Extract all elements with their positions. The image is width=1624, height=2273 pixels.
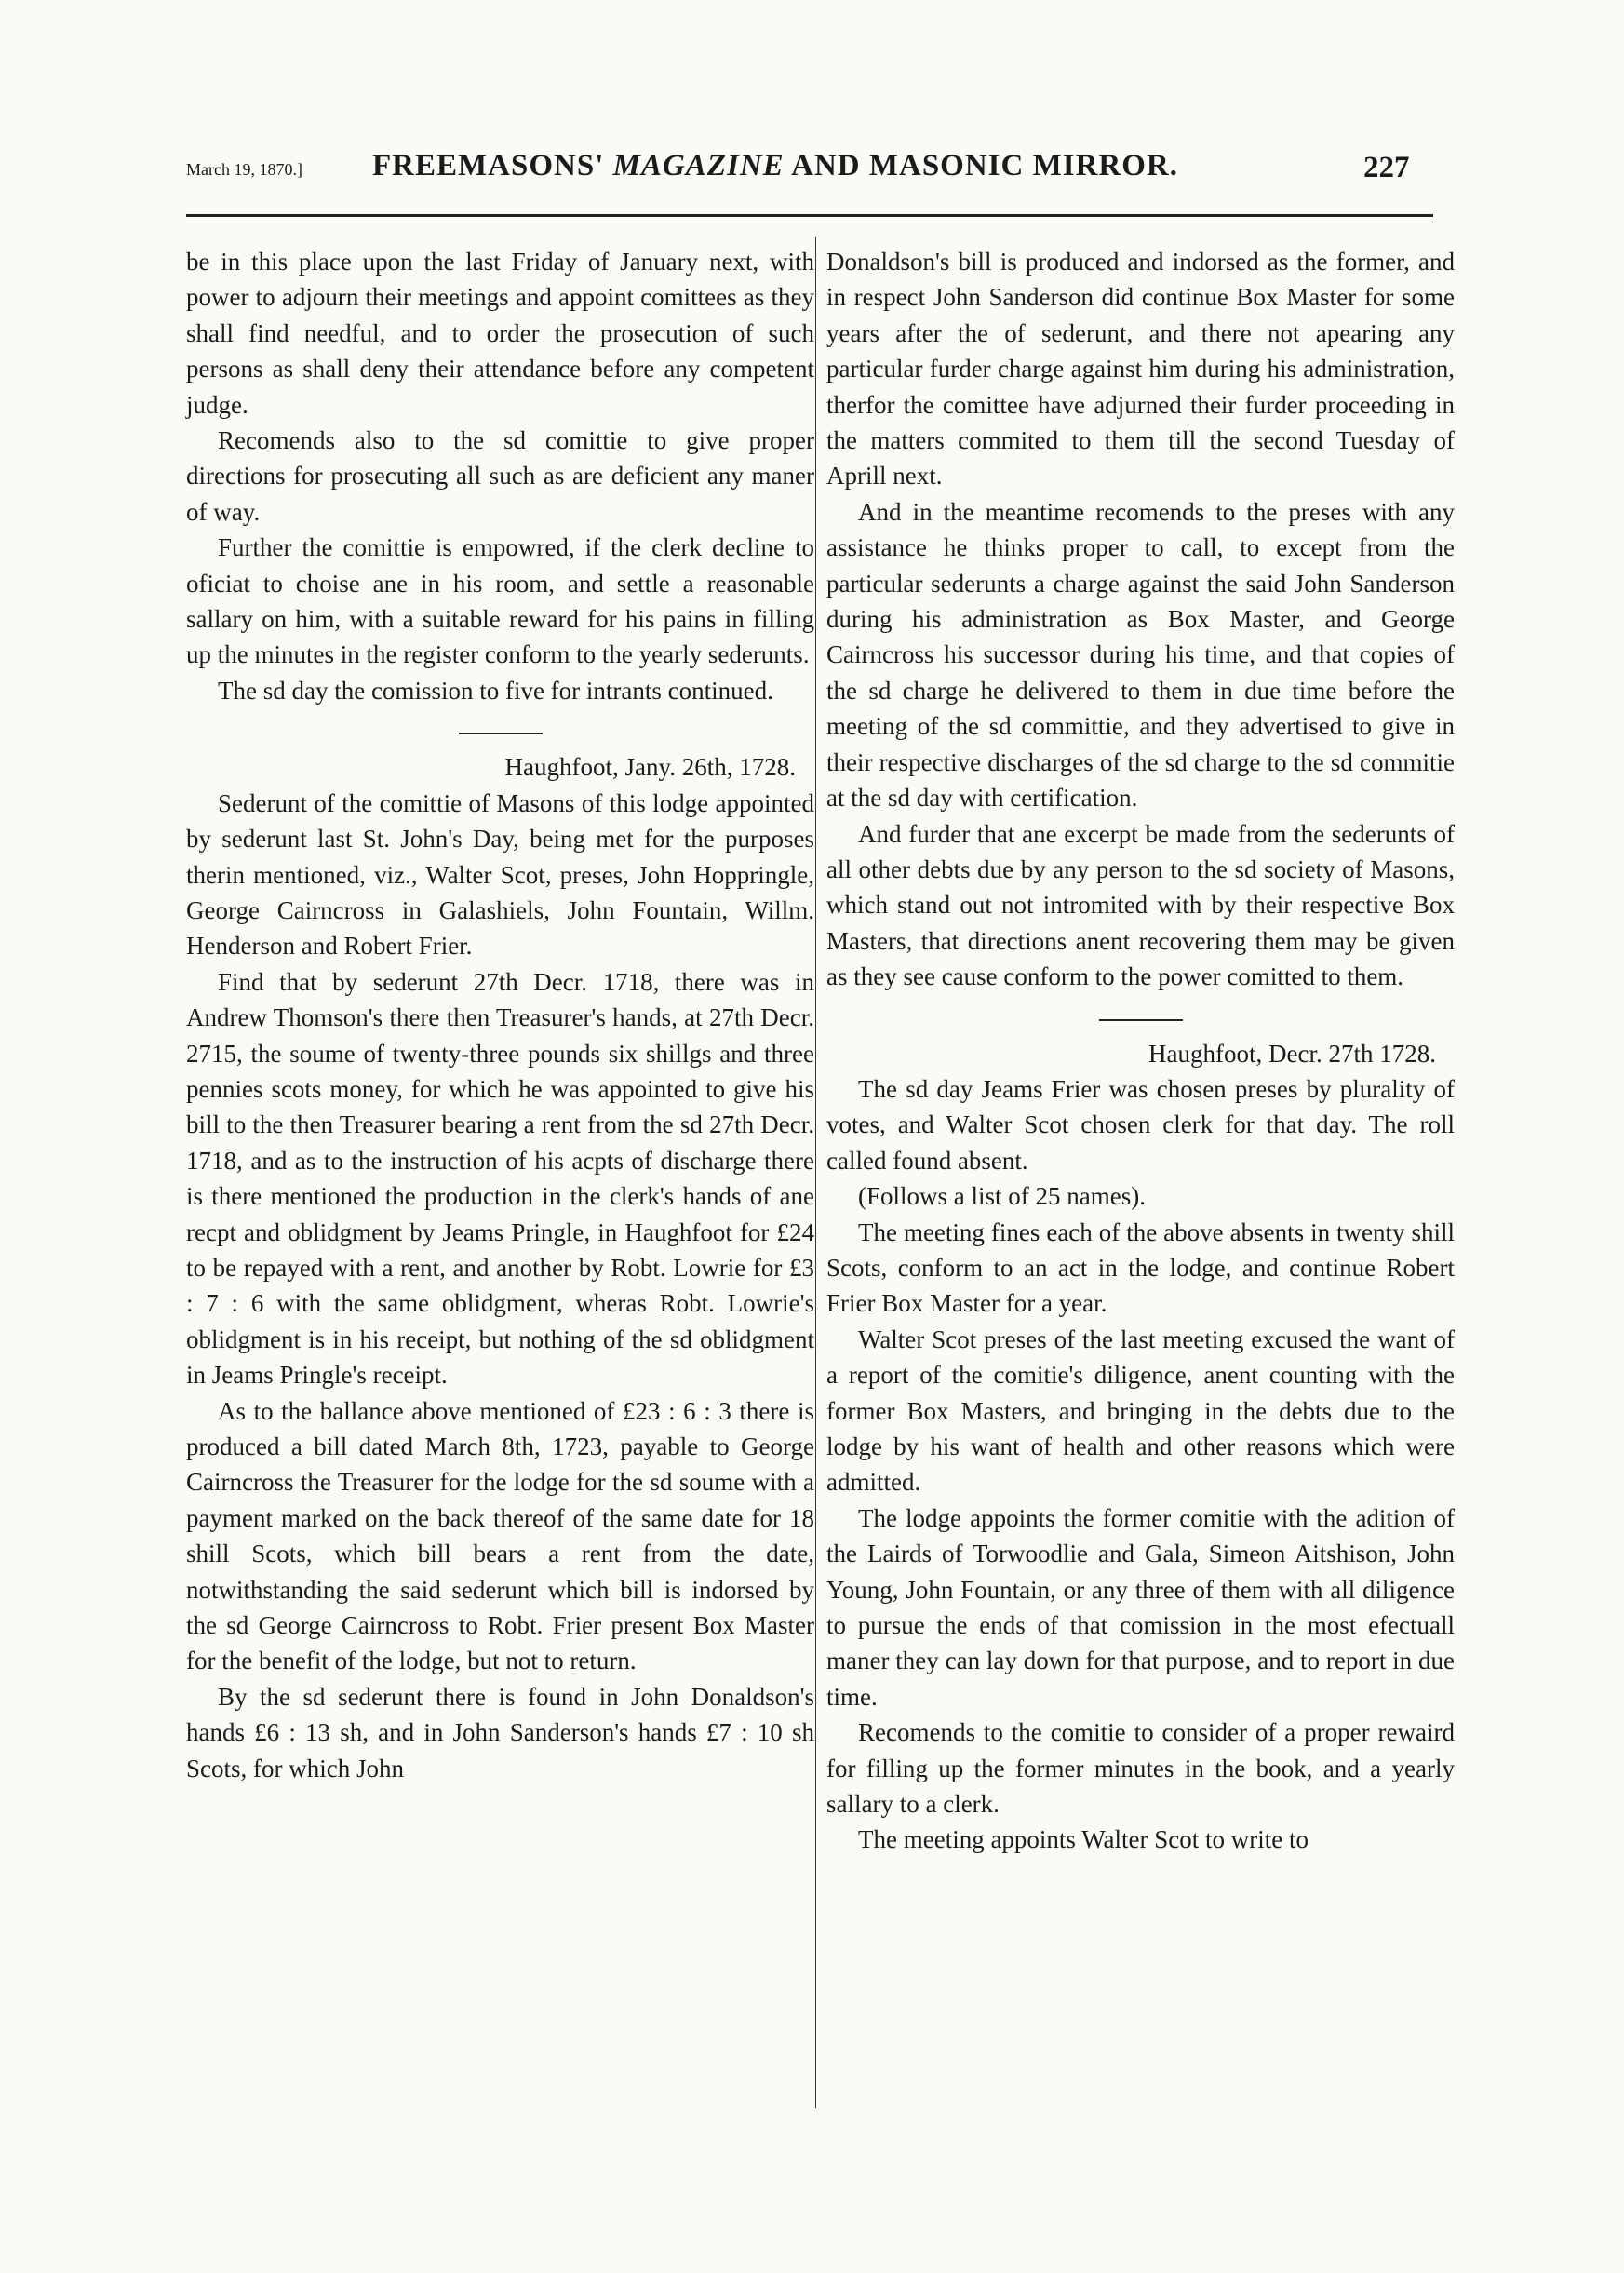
paragraph: And furder that ane excerpt be made from the sederunts of all other debts due by any person to the sd society of Masons, which stand out not intromited with by their respective Box Masters, that directions anent recovering them may be given as they see cause conform to the power comitted to them. xyxy=(826,819,1455,991)
paragraph: be in this place upon the last Friday of January next, with power to adjourn their meetings and appoint comittees as they shall find needful, and to order the prosecution of such persons as shall deny their attendance before any competent judge. xyxy=(186,248,814,419)
column-divider xyxy=(815,237,816,2108)
magazine-title xyxy=(372,149,1178,183)
right-column xyxy=(826,244,1455,1858)
paragraph: Recomends to the comitie to consider of a proper rewaird for filling up the former minutes in the book, and a yearly sallary to a clerk. xyxy=(826,1718,1455,1819)
paragraph: And in the meantime recomends to the preses with any assistance he thinks proper to call, to except from the particular sederunts a charge against the said John Sanderson during his administration as Box Master, and George Cairncross his successor during his time, and that copies of the sd charge he delivered to them in due time before the meeting of the sd committie, and they advertised to give in their respective discharges of the sd charge to the sd commitie at the sd day with certification. xyxy=(826,497,1455,813)
paragraph: The sd day the comission to five for intrants continued. xyxy=(218,676,773,705)
paragraph: Donaldson's bill is produced and indorsed as the former, and in respect John Sanderson did continue Box Master for some years after the of sederunt, and there not apearing any particular furder charge against him during his administration, therfor the comittee have adjurned their furder proceeding in the matters commited to them till the second Tuesday of Aprill next. xyxy=(826,248,1455,491)
paragraph: Further the comittie is empowred, if the clerk decline to oficiat to choise ane in his room, and settle a reasonable sallary on him, with a suitable reward for his pains in filling up the minutes in the register conform to the yearly sederunts. xyxy=(186,533,814,669)
paragraph: The sd day Jeams Frier was chosen preses by plurality of votes, and Walter Scot chosen clerk for that day. The roll called found absent. xyxy=(826,1074,1455,1175)
paragraph: As to the ballance above mentioned of £23 : 6 : 3 there is produced a bill dated March 8th, 1723, payable to George Cairncross the Treasurer for the lodge for the sd soume with a payment marked on the back thereof of the same date for 18 shill Scots, which bill bears a rent from the date, notwithstanding the said sederunt which bill is indorsed by the sd George Cairncross to Robt. Frier present Box Master for the benefit of the lodge, but not to return. xyxy=(186,1396,814,1675)
section-separator xyxy=(459,733,543,734)
paragraph: Find that by sederunt 27th Decr. 1718, there was in Andrew Thomson's there then Treasurer's hands, at 27th Decr. 2715, the soume of twenty-three pounds six shillgs and three pennies scots money, for which he was appointed to give his bill to the then Treasurer bearing a rent from the sd 27th Decr. 1718, and as to the instruction of his acpts of discharge there is there mentioned the production in the clerk's hands of ane recpt and oblidgment by Jeams Pringle, in Haughfoot for £24 to be repayed with a rent, and another by Robt. Lowrie for £3 : 7 : 6 with the same oblidgment, wheras Robt. Lowrie's oblidgment is in his receipt, but nothing of the sd oblidgment in Jeams Pringle's receipt. xyxy=(186,967,814,1390)
section-heading: Haughfoot, Decr. 27th 1728. xyxy=(1148,1039,1436,1068)
section-heading: Haughfoot, Jany. 26th, 1728. xyxy=(504,753,796,782)
title-part-2: MAGAZINE xyxy=(612,149,785,182)
paragraph: By the sd sederunt there is found in John Donaldson's hands £6 : 13 sh, and in John Sanderson's hands £7 : 10 sh Scots, for which John xyxy=(186,1682,814,1782)
section-separator xyxy=(1099,1019,1183,1021)
title-part-1: FREEMASONS' xyxy=(372,149,605,182)
title-part-3: AND MASONIC MIRROR. xyxy=(791,149,1179,182)
paragraph: Walter Scot preses of the last meeting excused the want of a report of the comitie's diligence, anent counting with the former Box Masters, and bringing in the debts due to the lodge by his want of health and other reasons which were admitted. xyxy=(826,1325,1455,1497)
page-header xyxy=(0,140,1624,195)
paragraph: The lodge appoints the former comitie with the adition of the Lairds of Torwoodlie and Gala, Simeon Aitshison, John Young, John Fountain, or any three of them with all diligence to pursue the ends of that comission in the most efectuall maner they can lay down for that purpose, and to report in due time. xyxy=(826,1503,1455,1711)
issue-date: March 19, 1870.] xyxy=(186,160,302,179)
paragraph: The meeting appoints Walter Scot to write to xyxy=(858,1825,1309,1854)
paragraph: Sederunt of the comittie of Masons of this lodge appointed by sederunt last St. John's Day, being met for the purposes therin mentioned, viz., Walter Scot, preses, John Hoppringle, George Cairncross in Galashiels, John Fountain, Willm. Henderson and Robert Frier. xyxy=(186,788,814,961)
left-column xyxy=(186,244,814,1786)
header-rule-thick xyxy=(186,214,1433,217)
paragraph: The meeting fines each of the above absents in twenty shill Scots, conform to an act in the lodge, and continue Robert Frier Box Master for a year. xyxy=(826,1217,1455,1318)
page-number: 227 xyxy=(1363,151,1410,184)
paragraph: Recomends also to the sd comittie to give proper directions for prosecuting all such as are deficient any maner of way. xyxy=(186,426,814,526)
paragraph: (Follows a list of 25 names). xyxy=(858,1182,1146,1211)
